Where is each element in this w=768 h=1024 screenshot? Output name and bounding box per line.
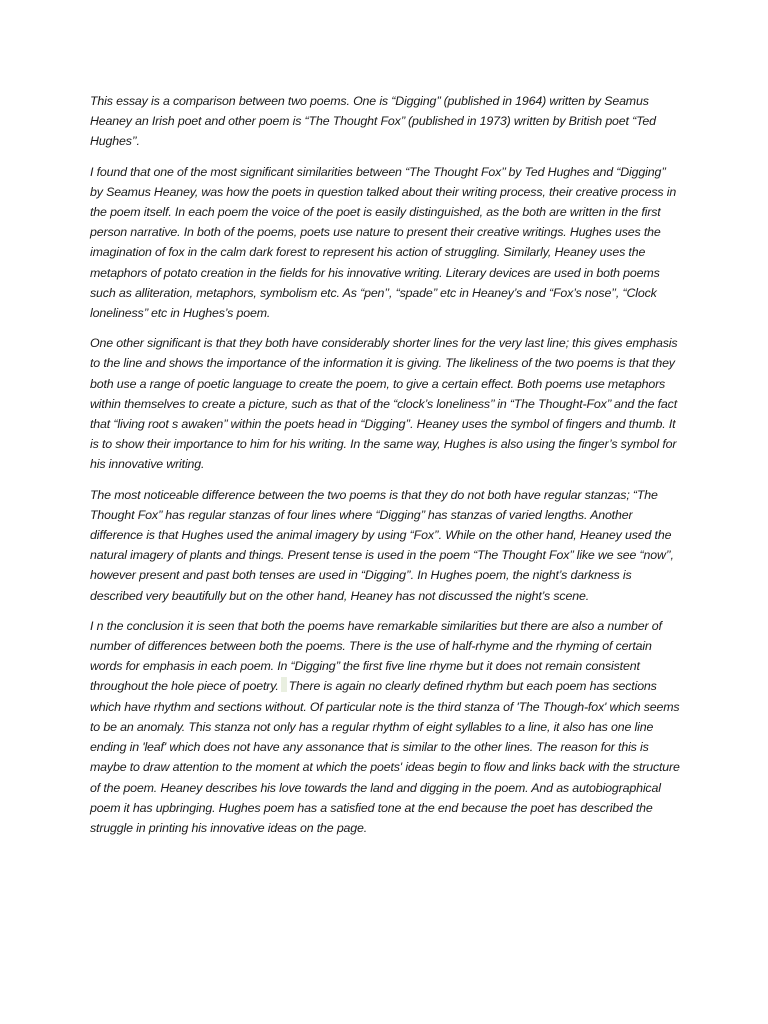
document-page <box>90 91 680 848</box>
conclusion-text-part-2: There is again no clearly defined rhythm but each poem has sections which have rhythm and sections without. Of particular note is the third stanza of 'The Though-fox' which seems to be an anomaly. This stanza not only has a regular rhythm of eight syllables to a line, it also has one line ending in 'leaf' which does not have any assonance that is similar to the other lines. The reason for this is maybe to draw attention to the moment at which the poets' ideas begin to flow and links back with the structure of the poem. Heaney describes his love towards the land and digging in the poem. And as autobiographical poem it has upbringing. Hughes poem has a satisfied tone at the end because the poet has described the struggle in printing his innovative ideas on the page. <box>90 679 680 835</box>
paragraph-similarities: I found that one of the most significant similarities between “The Thought Fox’’ by Ted Hughes and “Digging’’ by Seamus Heaney, was how the poets in question talked about their writing process, their creative process in the poem itself. In each poem the voice of the poet is easily distinguished, as the both are written in the first person narrative. In both of the poems, poets use nature to present their creative writings. Hughes uses the imagination of fox in the calm dark forest to represent his action of struggling. Similarly, Heaney uses the metaphors of potato creation in the fields for his innovative writing. Literary devices are used in both poems such as alliteration, metaphors, symbolism etc. As “pen’’, “spade’’ etc in Heaney’s and “Fox’s nose’’, “Clock loneliness’’ etc in Hughes’s poem. <box>90 164 677 321</box>
paragraph-conclusion <box>90 616 680 838</box>
conclusion-text-part-1: I n the conclusion it is seen that both the poems have remarkable similarities but there are also a number of number of differences between both the poems. There is the use of half-rhyme and the rhyming of certain words for emphasis in each poem. In “Digging’’ the first five line rhyme but it does not remain consistent throughout the hole piece of poetry. <box>90 618 662 694</box>
text-cursor-highlight <box>281 677 287 692</box>
paragraph-introduction: This essay is a comparison between two poems. One is “Digging’’ (published in 1964) written by Seamus Heaney an Irish poet and other poem is “The Thought Fox’’ (published in 1973) written by British poet “Ted Hughes’’. <box>90 94 656 149</box>
paragraph-shorter-lines: One other significant is that they both have considerably shorter lines for the very last line; this gives emphasis to the line and shows the importance of the information it is giving. The likeliness of the two poems is that they both use a range of poetic language to create the poem, to give a certain effect. Both poems use metaphors within themselves to create a picture, such as that of the “clock’s loneliness’’ in “The Thought-Fox’’ and the fact that “living root s awaken’’ within the poets head in “Digging’’. Heaney uses the symbol of fingers and thumb. It is to show their importance to him for his writing. In the same way, Hughes is also using the finger’s symbol for his innovative writing. <box>90 336 678 472</box>
paragraph-differences: The most noticeable difference between the two poems is that they do not both have regular stanzas; “The Thought Fox’’ has regular stanzas of four lines where “Digging’’ has stanzas of varied lengths. Another difference is that Hughes used the animal imagery by using “Fox’’. While on the other hand, Heaney used the natural imagery of plants and things. Present tense is used in the poem “The Thought Fox’’ like we see “now’’, however present and past both tenses are used in “Digging’’. In Hughes poem, the night’s darkness is described very beautifully but on the other hand, Heaney has not discussed the night’s scene. <box>90 487 674 603</box>
